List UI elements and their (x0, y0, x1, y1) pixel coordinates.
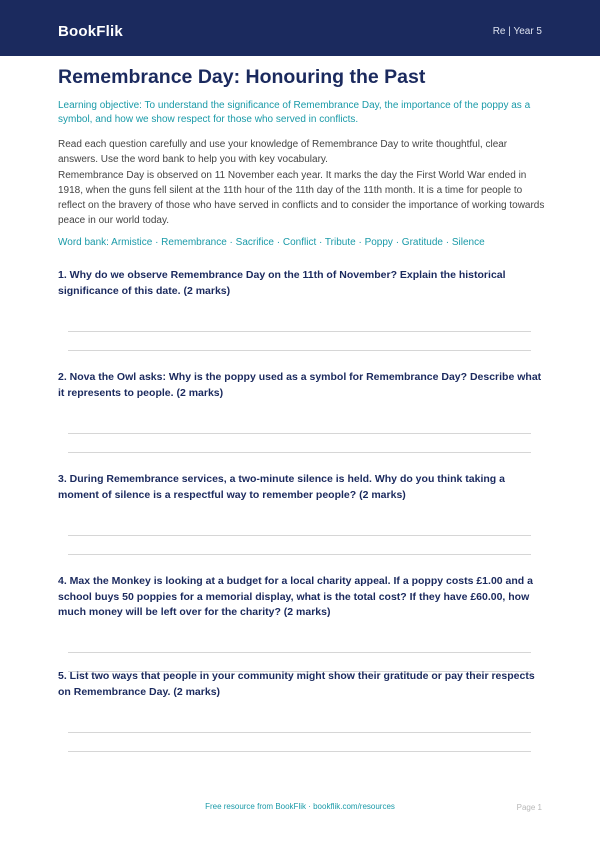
answer-line[interactable] (68, 350, 531, 351)
header-bar (0, 0, 600, 56)
answer-line[interactable] (68, 732, 531, 733)
learning-objective: Learning objective: To understand the significance of Remembrance Day, the importance of the poppy as a symbol, and how we show respect for those who served in conflicts. (58, 100, 531, 125)
question-5: 5. List two ways that people in your community might show their gratitude or pay their respects on Remembrance Day. (2 marks) (58, 670, 535, 698)
subject-year-label: Re | Year 5 (492, 26, 542, 37)
question-2: 2. Nova the Owl asks: Why is the poppy used as a symbol for Remembrance Day? Describe what it represents to people. (2 marks) (58, 371, 542, 399)
footer-credit: Free resource from BookFlik · bookflik.com/resources (205, 802, 395, 811)
answer-line[interactable] (68, 652, 531, 653)
answer-line[interactable] (68, 554, 531, 555)
answer-line[interactable] (68, 433, 531, 434)
answer-line[interactable] (68, 452, 531, 453)
question-3: 3. During Remembrance services, a two-minute silence is held. Why do you think taking a moment of silence is a respectful way to remember people? (2 marks) (58, 473, 505, 501)
question-1: 1. Why do we observe Remembrance Day on the 11th of November? Explain the historical significance of this date. (2 marks) (58, 269, 506, 297)
instructions-text: Read each question carefully and use your knowledge of Remembrance Day to write thoughtful, clear answers. Use the word bank to help you with key vocabulary. (58, 139, 508, 165)
answer-line[interactable] (68, 331, 531, 332)
page-title: Remembrance Day: Honouring the Past (58, 66, 426, 88)
word-bank: Word bank: Armistice · Remembrance · Sacrifice · Conflict · Tribute · Poppy · Gratitude · Silence (58, 237, 485, 248)
context-text: Remembrance Day is observed on 11 November each year. It marks the day the First World War ended in 1918, when the guns fell silent at the 11th hour of the 11th day of the 11th month. It is a time for people to reflect on the bravery of those who have served in conflicts and to consider the importance of working towards peace in our world today. (58, 170, 545, 226)
answer-line[interactable] (68, 751, 531, 752)
brand-logo-text: BookFlik (58, 23, 123, 40)
page-number: Page 1 (516, 803, 542, 812)
question-4: 4. Max the Monkey is looking at a budget for a local charity appeal. If a poppy costs £1.00 and a school buys 50 poppies for a memorial display, what is the total cost? If they have £60.00, how much money will be left over for the charity? (2 marks) (58, 575, 533, 618)
answer-line[interactable] (68, 535, 531, 536)
